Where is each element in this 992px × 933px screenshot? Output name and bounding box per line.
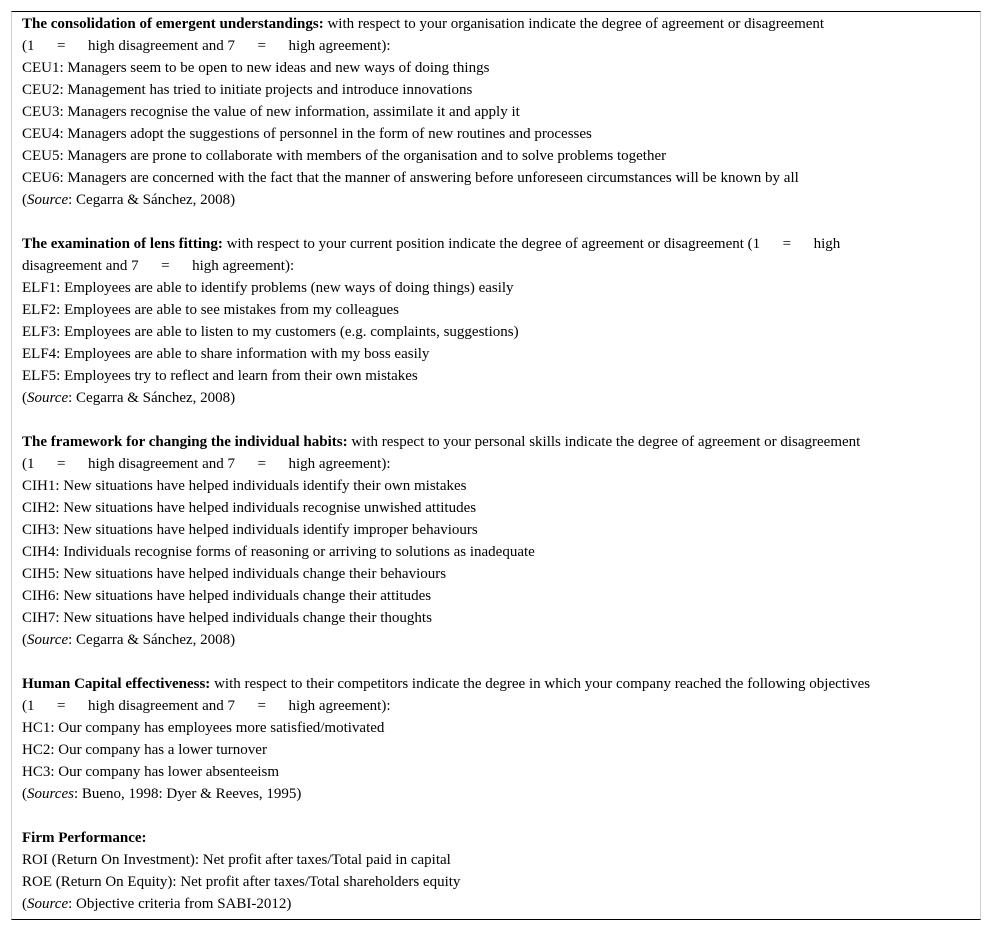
list-item: ROI (Return On Investment): Net profit after taxes/Total paid in capital [22,852,451,868]
section-heading: The framework for changing the individual habits: [22,434,348,450]
section-heading: Firm Performance: [22,830,147,846]
list-item: ROE (Return On Equity): Net profit after taxes/Total shareholders equity [22,874,461,890]
source-label: Source [27,896,69,912]
list-item: ELF2: Employees are able to see mistakes from my colleagues [22,302,399,318]
list-item: CIH6: New situations have helped individuals change their attitudes [22,588,432,604]
list-item: HC3: Our company has lower absenteeism [22,764,280,780]
list-item: CIH4: Individuals recognise forms of reasoning or arriving to solutions as inadequate [22,544,535,560]
table-content [22,13,967,915]
list-item: CEU4: Managers adopt the suggestions of personnel in the form of new routines and processes [22,126,592,142]
section-spacer [22,651,967,673]
section-intro: with respect to your personal skills indicate the degree of agreement or disagreement [347,434,861,450]
source-text: : Cegarra & Sánchez, 2008) [68,390,236,406]
list-item: CEU5: Managers are prone to collaborate with members of the organisation and to solve problems together [22,148,667,164]
list-item: CEU3: Managers recognise the value of new information, assimilate it and apply it [22,104,520,120]
list-item: CEU2: Management has tried to initiate projects and introduce innovations [22,82,473,98]
section-intro: with respect to your current position indicate the degree of agreement or disagreement (1 = high [222,236,841,252]
source-text: : Cegarra & Sánchez, 2008) [68,632,236,648]
scale-text: disagreement and 7 = high agreement): [22,258,295,274]
source-citation: (Source: Objective criteria from SABI-2012) [22,896,292,912]
section-heading: The examination of lens fitting: [22,236,223,252]
source-label: Source [27,390,69,406]
section-intro: with respect to your organisation indicate the degree of agreement or disagreement [323,16,825,32]
scale-text: (1 = high disagreement and 7 = high agreement): [22,456,391,472]
section-spacer [22,805,967,827]
list-item: CIH1: New situations have helped individuals identify their own mistakes [22,478,467,494]
scale-text: (1 = high disagreement and 7 = high agreement): [22,698,391,714]
list-item: CEU1: Managers seem to be open to new ideas and new ways of doing things [22,60,490,76]
list-item: ELF1: Employees are able to identify problems (new ways of doing things) easily [22,280,514,296]
source-citation: (Sources: Bueno, 1998: Dyer & Reeves, 1995) [22,786,302,802]
list-item: HC2: Our company has a lower turnover [22,742,267,758]
source-label: Source [27,192,69,208]
list-item: CEU6: Managers are concerned with the fact that the manner of answering before unforeseen circumstances will be known by all [22,170,799,186]
list-item: HC1: Our company has employees more satisfied/motivated [22,720,385,736]
source-label: Source [27,632,69,648]
scale-text: (1 = high disagreement and 7 = high agreement): [22,38,391,54]
section-heading: The consolidation of emergent understandings: [22,16,324,32]
list-item: CIH3: New situations have helped individuals identify improper behaviours [22,522,478,538]
source-citation: (Source: Cegarra & Sánchez, 2008) [22,632,236,648]
section-elf-intro [22,233,967,255]
source-text: : Cegarra & Sánchez, 2008) [68,192,236,208]
section-heading: Human Capital effectiveness: [22,676,211,692]
source-text: : Bueno, 1998: Dyer & Reeves, 1995) [73,786,302,802]
source-text: : Objective criteria from SABI-2012) [68,896,292,912]
list-item: ELF3: Employees are able to listen to my customers (e.g. complaints, suggestions) [22,324,519,340]
source-label: Sources [27,786,74,802]
section-hc-intro [22,673,967,695]
source-citation: (Source: Cegarra & Sánchez, 2008) [22,192,236,208]
list-item: CIH5: New situations have helped individuals change their behaviours [22,566,447,582]
section-intro: with respect to their competitors indicate the degree in which your company reached the following objectives [210,676,871,692]
source-citation: (Source: Cegarra & Sánchez, 2008) [22,390,236,406]
list-item: CIH2: New situations have helped individuals recognise unwished attitudes [22,500,477,516]
section-ceu-intro [22,13,967,35]
section-spacer [22,211,967,233]
section-cih-intro [22,431,967,453]
list-item: CIH7: New situations have helped individuals change their thoughts [22,610,432,626]
list-item: ELF5: Employees try to reflect and learn from their own mistakes [22,368,418,384]
section-spacer [22,409,967,431]
questionnaire-table [11,11,981,920]
list-item: ELF4: Employees are able to share information with my boss easily [22,346,430,362]
